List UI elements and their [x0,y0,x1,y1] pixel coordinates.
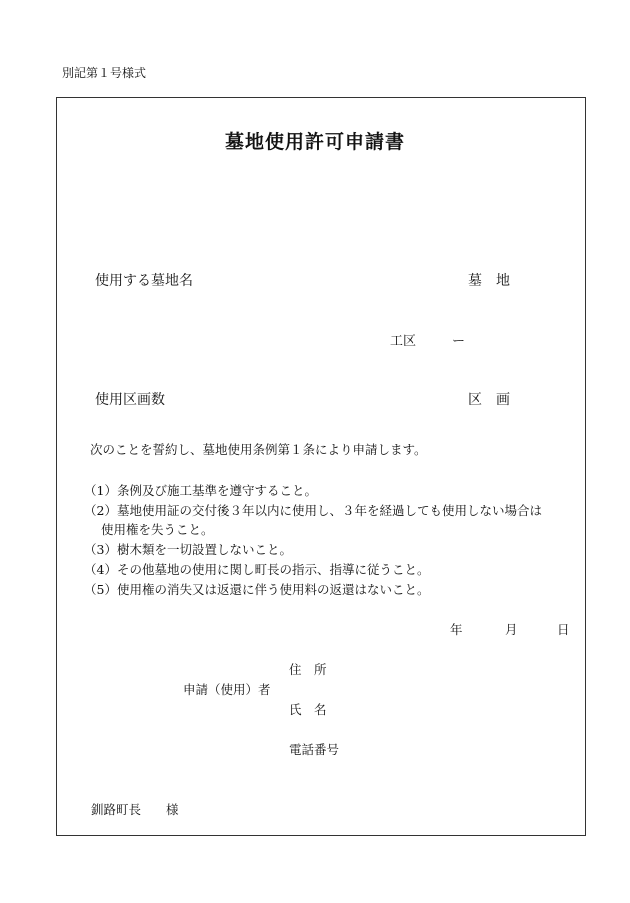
cemetery-name-label: 使用する墓地名 [95,273,193,289]
section-label: 工区 [390,334,417,349]
applicant-address-label: 住 所 [289,662,327,677]
condition-item: （1）条例及び施工基準を遵守すること。 [84,483,317,498]
form-frame [56,97,586,836]
applicant-name-label: 氏 名 [289,702,327,717]
date-day-label: 日 [557,622,570,637]
condition-item-continuation: 使用権を失うこと。 [101,522,214,537]
date-year-label: 年 [450,622,463,637]
cemetery-suffix: 墓 地 [468,273,510,289]
plot-count-label: 使用区画数 [95,392,165,408]
condition-item: （4）その他墓地の使用に関し町長の指示、指導に従うこと。 [84,562,430,577]
addressee: 釧路町長 様 [91,802,179,817]
document-title: 墓地使用許可申請書 [224,131,405,153]
condition-item: （5）使用権の消失又は返還に伴う使用料の返還はないこと。 [84,582,430,597]
condition-item: （2）墓地使用証の交付後３年以内に使用し、３年を経過しても使用しない場合は [84,503,542,518]
form-number-label: 別記第１号様式 [62,66,147,80]
condition-item: （3）樹木類を一切設置しないこと。 [84,542,292,557]
section-dash: ー [452,334,466,349]
applicant-phone-label: 電話番号 [289,742,340,757]
plot-count-suffix: 区 画 [468,392,510,408]
date-month-label: 月 [505,622,518,637]
pledge-intro: 次のことを誓約し、墓地使用条例第１条により申請します。 [90,442,427,457]
applicant-label: 申請（使用）者 [183,682,271,697]
